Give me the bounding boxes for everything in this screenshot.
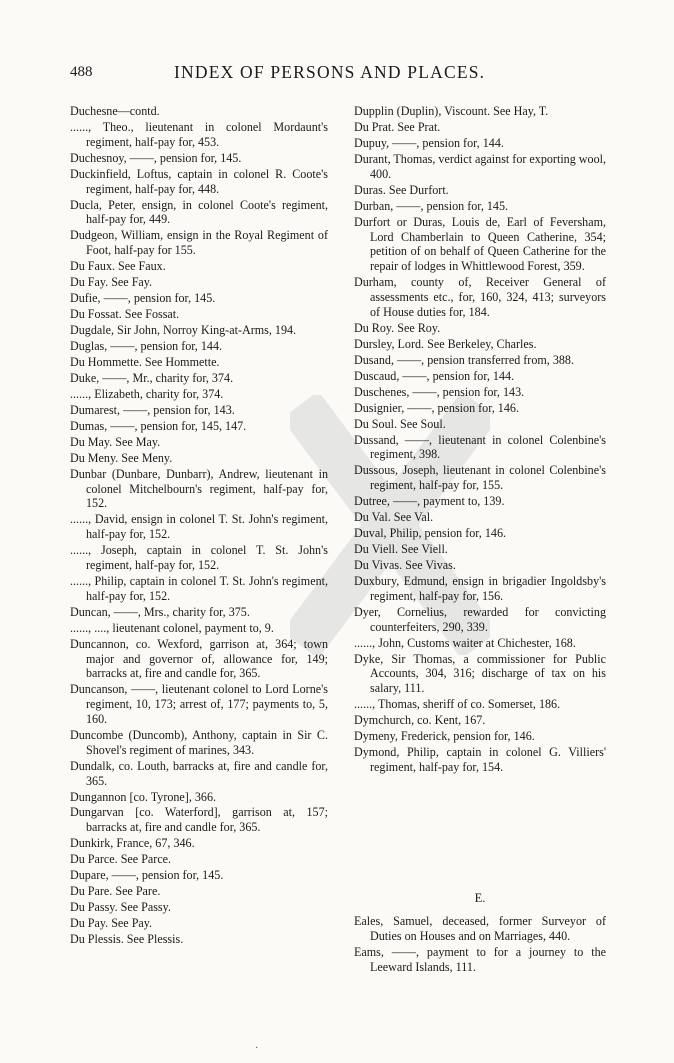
index-entry: Durham, county of, Receiver General of assessments etc., for, 160, 324, 413; surveyors of House duties for, 184. xyxy=(354,275,606,319)
index-entry: Du Parce. See Parce. xyxy=(70,852,172,867)
index-entry: Eales, Samuel, deceased, former Surveyor of Duties on Houses and on Marriages, 440. xyxy=(354,914,606,943)
index-entry: Dumarest, ——, pension for, 143. xyxy=(70,402,235,417)
index-entry: Duncombe (Duncomb), Anthony, captain in Sir C. Shovel's regiment of marines, 343. xyxy=(70,727,328,757)
index-entry: Dusignier, ——, pension for, 146. xyxy=(354,400,519,415)
section-e-entries xyxy=(354,914,606,974)
index-entry: Dymchurch, co. Kent, 167. xyxy=(354,713,486,728)
section-e xyxy=(354,891,606,976)
index-entry: Dussand, ——, lieutenant in colonel Colenbine's regiment, 398. xyxy=(354,432,606,462)
index-entry: Dunbar (Dunbare, Dunbarr), Andrew, lieutenant in colonel Mitchelbourn's regiment, half-pay for, 152. xyxy=(70,466,328,511)
index-entry: ......, Thomas, sheriff of co. Somerset, 186. xyxy=(354,697,561,712)
section-heading: E. xyxy=(474,891,486,905)
index-entry: Dymeny, Frederick, pension for, 146. xyxy=(354,729,535,744)
index-entry: Du Fossat. See Fossat. xyxy=(70,307,180,322)
index-entry: Durant, Thomas, verdict against for exporting wool, 400. xyxy=(354,151,607,181)
index-entry: ......, John, Customs waiter at Chichester, 168. xyxy=(354,635,576,650)
index-entry: Du Roy. See Roy. xyxy=(354,320,441,335)
index-entry: Dundalk, co. Louth, barracks at, fire and candle for, 365. xyxy=(70,758,328,788)
index-entry: Dupare, ——, pension for, 145. xyxy=(70,868,224,883)
index-entry: Du May. See May. xyxy=(70,434,161,449)
index-entry: Du Pare. See Pare. xyxy=(70,884,161,899)
index-entry: Duke, ——, Mr., charity for, 374. xyxy=(70,370,234,385)
index-entry: Durban, ——, pension for, 145. xyxy=(354,198,509,213)
index-entry: Dunkirk, France, 67, 346. xyxy=(70,836,195,851)
index-entry: Dyer, Cornelius, rewarded for convicting counterfeiters, 290, 339. xyxy=(354,604,606,634)
index-entry: Duncan, ——, Mrs., charity for, 375. xyxy=(70,604,250,619)
index-entry: Duras. See Durfort. xyxy=(354,182,449,197)
index-entry: ......, David, ensign in colonel T. St. John's regiment, half-pay for, 152. xyxy=(70,512,328,542)
index-entry: Duval, Philip, pension for, 146. xyxy=(354,526,507,541)
index-entry: Du Val. See Val. xyxy=(354,510,434,525)
index-entry: Dusand, ——, pension transferred from, 388. xyxy=(354,352,574,367)
index-column-left xyxy=(70,104,328,948)
index-entry: Du Pay. See Pay. xyxy=(70,916,153,931)
index-entry: ......, Philip, captain in colonel T. St. John's regiment, half-pay for, 152. xyxy=(70,574,328,603)
index-entry: Dursley, Lord. See Berkeley, Charles. xyxy=(354,336,537,351)
index-entry: Duxbury, Edmund, ensign in brigadier Ingoldsby's regiment, half-pay for, 156. xyxy=(354,574,606,603)
index-entry: Duglas, ——, pension for, 144. xyxy=(70,339,223,354)
index-entry: Duschenes, ——, pension for, 143. xyxy=(354,384,525,399)
index-entry: Du Plessis. See Plessis. xyxy=(70,932,184,947)
footer-dot: · xyxy=(255,1043,259,1054)
index-entry: Duncanson, ——, lieutenant colonel to Lord Lorne's regiment, 10, 173; arrest of, 177; payments to, 5, 160. xyxy=(70,682,328,726)
index-entry: Duncannon, co. Wexford, garrison at, 364; town major and governor of, allowance for, 149; barracks at, fire and candle for, 365. xyxy=(70,636,328,681)
page-header xyxy=(70,62,610,92)
index-entry: Dyke, Sir Thomas, a commissioner for Public Accounts, 304, 316; discharge of tax on his salary, 111. xyxy=(354,651,606,696)
index-entry: Dussous, Joseph, lieutenant in colonel Colenbine's regiment, half-pay for, 155. xyxy=(354,463,606,493)
index-entry: Du Faux. See Faux. xyxy=(70,259,166,274)
index-entry: ......, Elizabeth, charity for, 374. xyxy=(70,386,224,401)
index-entry: Ducla, Peter, ensign, in colonel Coote's regiment, half-pay for, 449. xyxy=(70,197,328,227)
index-entry: Dungarvan [co. Waterford], garrison at, 157; barracks at, fire and candle for, 365. xyxy=(70,805,328,835)
index-entry: Dupuy, ——, pension for, 144. xyxy=(354,135,504,150)
index-entry: Eams, ——, payment to for a journey to the Leeward Islands, 111. xyxy=(354,944,606,974)
index-entry: Du Passy. See Passy. xyxy=(70,900,171,915)
index-entry: Dupplin (Duplin), Viscount. See Hay, T. xyxy=(354,104,549,118)
index-entry: ......, ...., lieutenant colonel, payment to, 9. xyxy=(70,620,274,635)
index-entry: Dudgeon, William, ensign in the Royal Regiment of Foot, half-pay for 155. xyxy=(70,228,328,258)
index-entry: ......, Theo., lieutenant in colonel Mordaunt's regiment, half-pay for, 453. xyxy=(70,119,328,149)
index-entry: Dutree, ——, payment to, 139. xyxy=(354,494,505,509)
index-entry: Du Viell. See Viell. xyxy=(354,542,448,557)
index-entry: Dufie, ——, pension for, 145. xyxy=(70,291,216,306)
index-entry: ......, Joseph, captain in colonel T. St. John's regiment, half-pay for, 152. xyxy=(70,543,328,573)
index-entry: Du Fay. See Fay. xyxy=(70,275,153,290)
index-entry: Durfort or Duras, Louis de, Earl of Feversham, Lord Chamberlain to Queen Catherine, 354; petition of on behalf of Queen Catherine for the repair of lodges in Whittlewood Forest, 359. xyxy=(354,214,606,274)
index-entry: Du Soul. See Soul. xyxy=(354,416,446,431)
index-entry: Du Meny. See Meny. xyxy=(70,450,173,465)
index-entry: Dumas, ——, pension for, 145, 147. xyxy=(70,418,247,433)
index-entry: Duckinfield, Loftus, captain in colonel R. Coote's regiment, half-pay for, 448. xyxy=(70,166,328,196)
index-entry: Duscaud, ——, pension for, 144. xyxy=(354,368,515,383)
index-entry: Dugdale, Sir John, Norroy King-at-Arms, 194. xyxy=(70,323,297,338)
index-entry: Duchesne—contd. xyxy=(70,104,160,118)
page-number: 488 xyxy=(70,64,93,80)
index-entry: Du Vivas. See Vivas. xyxy=(354,558,456,573)
index-entry: Duchesnoy, ——, pension for, 145. xyxy=(70,150,242,165)
index-entry: Du Prat. See Prat. xyxy=(354,119,441,134)
index-entry: Du Hommette. See Hommette. xyxy=(70,355,220,369)
running-title: INDEX OF PERSONS AND PLACES. xyxy=(174,62,486,82)
index-entry: Dungannon [co. Tyrone], 366. xyxy=(70,789,217,804)
index-column-right xyxy=(354,104,606,776)
index-entry: Dymond, Philip, captain in colonel G. Villiers' regiment, half-pay for, 154. xyxy=(354,745,606,774)
